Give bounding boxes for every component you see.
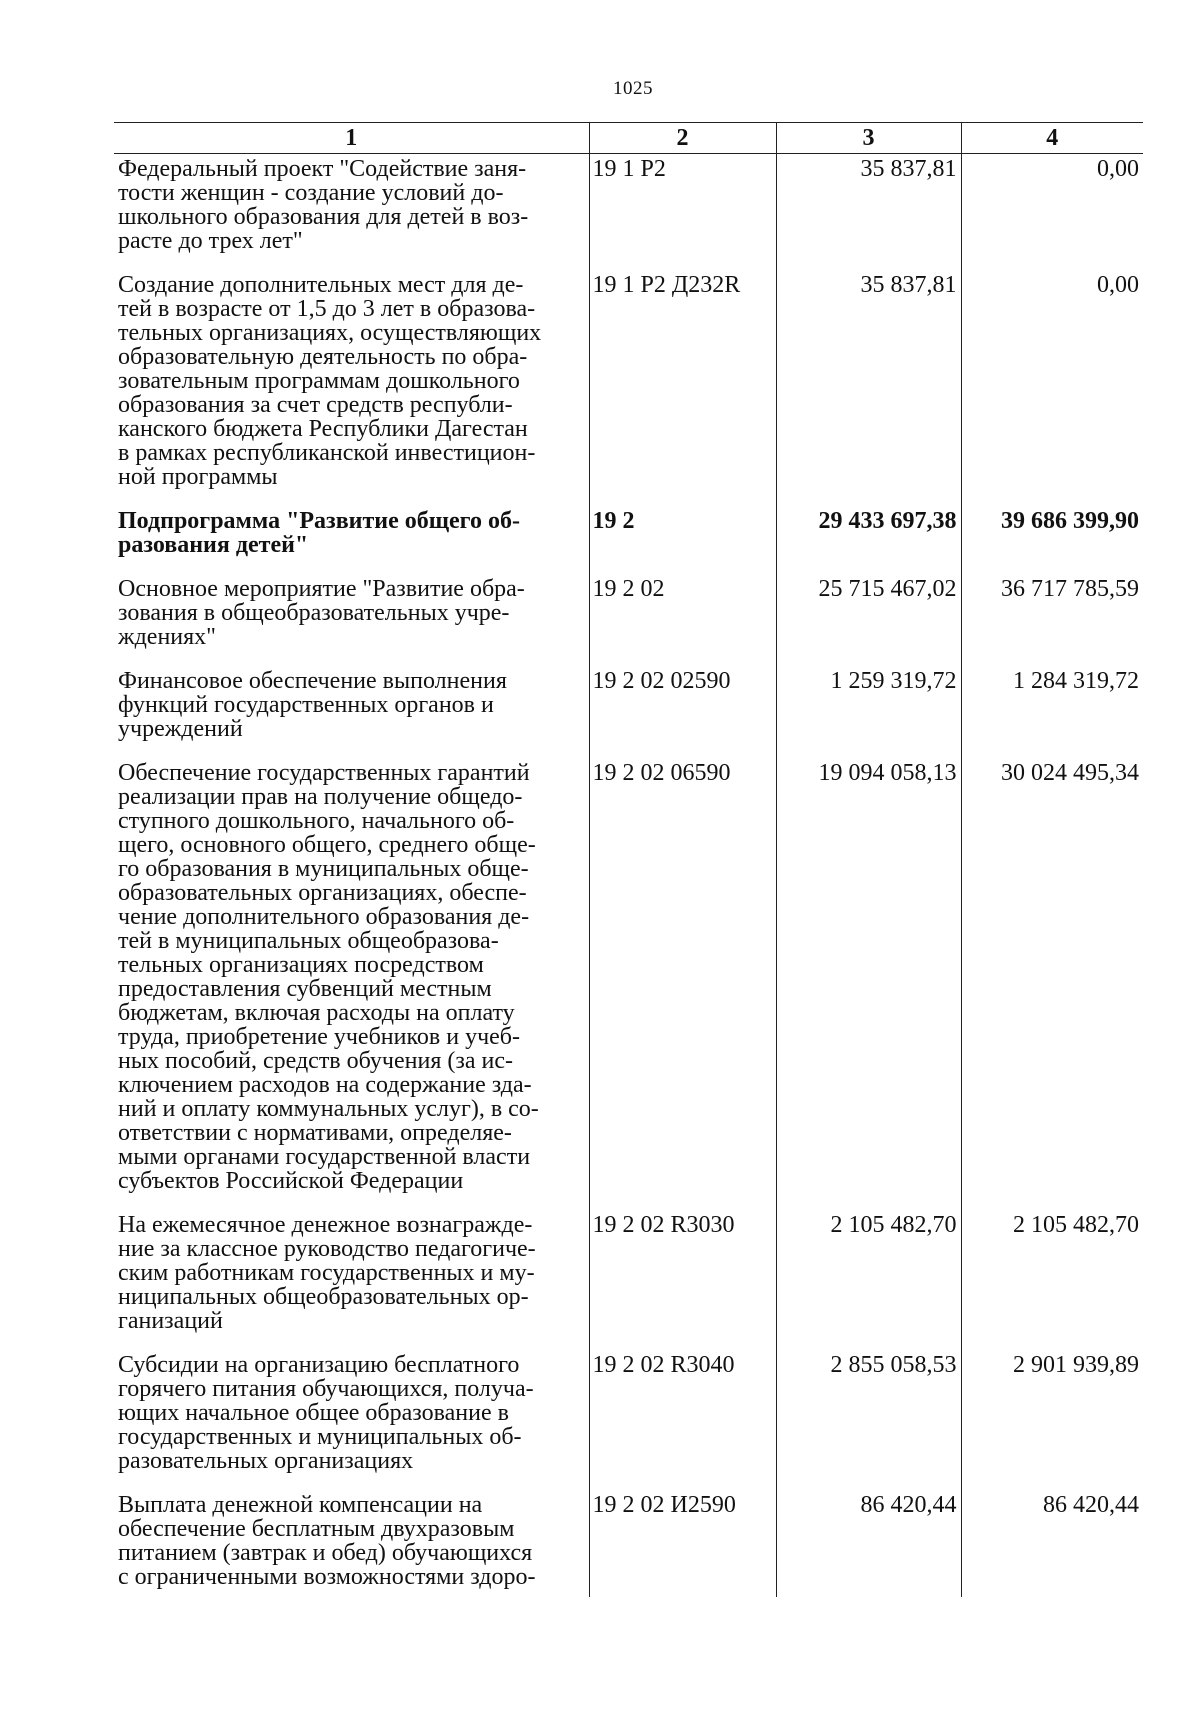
row-code-cell: 19 2 [589,506,776,574]
table-row [114,154,1143,271]
row-value-col3: 2 855 058,53 [776,1350,961,1490]
row-name-cell: На ежемесячное денежное вознагражде- ние за классное руководство педагогиче- ским работникам государственных и му- ниципальных общеобразовательных ор- ганизаций [118,1212,536,1334]
row-value-col3: 29 433 697,38 [776,506,961,574]
row-code-cell: 19 2 02 06590 [589,758,776,1210]
table-row [114,666,1143,758]
row-value-col3: 2 105 482,70 [776,1210,961,1350]
row-value-col3: 25 715 467,02 [776,574,961,666]
row-value-col3: 19 094 058,13 [776,758,961,1210]
header-col-4: 4 [961,123,1143,154]
row-value-col4: 36 717 785,59 [961,574,1143,666]
row-name-cell: Обеспечение государственных гарантий реализации прав на получение общедо- ступного дошкольного, начального об- щего, основного общего, среднего обще- го образования в муниципальных обще- образовательных организациях, обеспе- чение дополнительного образования де- тей в муниципальных общеобразова- тельных организациях посредством предоставления субвенций местным бюджетам, включая расходы на оплату труда, приобретение учебников и учеб- ных пособий, средств обучения (за ис- ключением расходов на содержание зда- ний и оплату коммунальных услуг), в со- ответствии с нормативами, определяе- мыми органами государственной власти субъектов Российской Федерации [118,760,539,1194]
row-code-cell: 19 2 02 R3030 [589,1210,776,1350]
header-col-2: 2 [589,123,776,154]
table-row [114,574,1143,666]
table-row [114,758,1143,1210]
table-row [114,506,1143,574]
row-name-cell: Федеральный проект "Содействие заня- тости женщин - создание условий до- школьного образования для детей в воз- расте до трех лет" [118,156,529,254]
row-value-col4: 86 420,44 [961,1490,1143,1597]
row-name-cell: Финансовое обеспечение выполнения функций государственных органов и учреждений [118,668,507,742]
row-value-col3: 35 837,81 [776,154,961,271]
row-value-col4: 2 901 939,89 [961,1350,1143,1490]
table-row [114,1210,1143,1350]
row-name-cell: Выплата денежной компенсации на обеспечение бесплатным двухразовым питанием (завтрак и обед) обучающихся с ограниченными возможностями здоро- [118,1492,536,1590]
row-value-col4: 30 024 495,34 [961,758,1143,1210]
row-value-col4: 0,00 [961,154,1143,271]
table-row [114,1490,1143,1597]
row-value-col4: 39 686 399,90 [961,506,1143,574]
table-row [114,270,1143,506]
row-code-cell: 19 2 02 02590 [589,666,776,758]
row-value-col4: 2 105 482,70 [961,1210,1143,1350]
row-value-col3: 1 259 319,72 [776,666,961,758]
budget-table [114,122,1143,1597]
page-number: 1025 [613,78,653,99]
header-row [114,123,1143,154]
row-name-cell: Основное мероприятие "Развитие обра- зования в общеобразовательных учре- ждениях" [118,576,525,650]
row-value-col3: 35 837,81 [776,270,961,506]
row-name-cell: Создание дополнительных мест для де- тей в возрасте от 1,5 до 3 лет в образова- тельных организациях, осуществляющих образовательную деятельность по обра- зовательным программам дошкольного образования за счет средств республи- канского бюджета Республики Дагестан в рамках республиканской инвестицион- ной программы [118,272,542,490]
table-header [114,123,1143,154]
row-code-cell: 19 2 02 И2590 [589,1490,776,1597]
row-value-col3: 86 420,44 [776,1490,961,1597]
header-col-1: 1 [114,123,589,154]
row-code-cell: 19 2 02 R3040 [589,1350,776,1490]
header-col-3: 3 [776,123,961,154]
row-value-col4: 0,00 [961,270,1143,506]
row-name-cell: Субсидии на организацию бесплатного горячего питания обучающихся, получа- ющих начальное общее образование в государственных и муниципальных об- разовательных организациях [118,1352,534,1474]
row-code-cell: 19 1 P2 [589,154,776,271]
row-name-cell: Подпрограмма "Развитие общего об- разования детей" [118,508,520,558]
table-body [114,154,1143,1598]
row-code-cell: 19 1 P2 Д232R [589,270,776,506]
row-code-cell: 19 2 02 [589,574,776,666]
row-value-col4: 1 284 319,72 [961,666,1143,758]
table-row [114,1350,1143,1490]
